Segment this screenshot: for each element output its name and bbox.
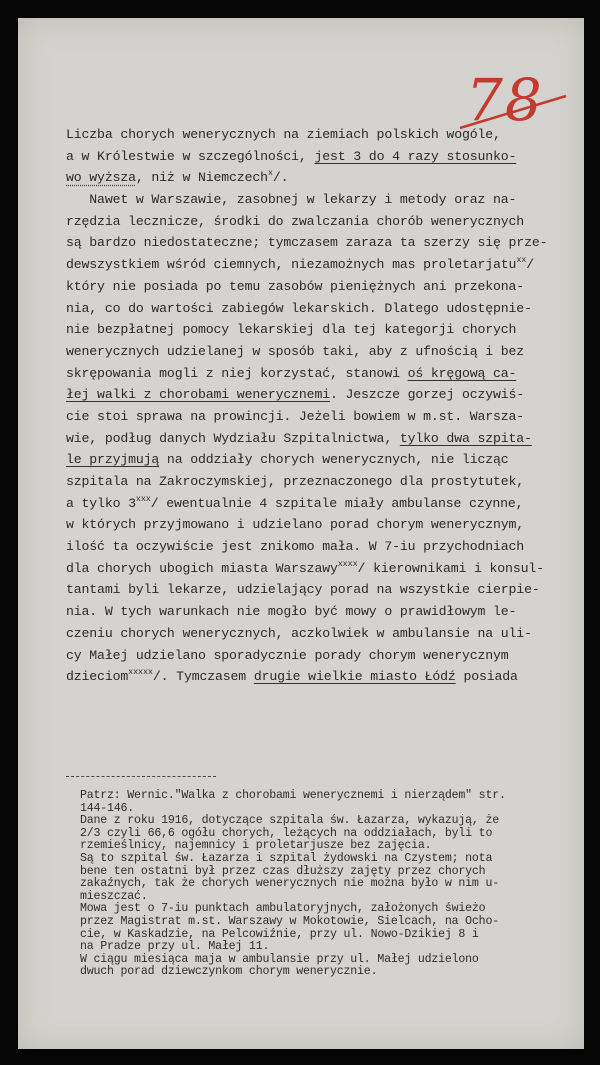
text-line bbox=[66, 623, 588, 645]
text-segment: Liczba chorych wenerycznych na ziemiach polskich wogóle, bbox=[66, 127, 501, 142]
folio-number-text: 78 bbox=[466, 66, 544, 134]
text-segment: nia. W tych warunkach nie mogło być mowy o prawidłowym le- bbox=[66, 604, 517, 620]
footnote-line: cie, w Kaskadzie, na Pelcowiźnie, przy ul. Nowo-Dzikiej 8 i bbox=[80, 927, 479, 941]
footnote-line: Patrz: Wernic."Walka z chorobami wenerycznemi i nierządem" str. bbox=[80, 789, 506, 802]
text-segment: na oddziały chorych wenerycznych, nie licząc bbox=[159, 452, 509, 468]
text-segment: wie, podług danych Wydziału Szpitalnictwa, bbox=[66, 430, 400, 446]
text-segment: nie bezpłatnej pomocy lekarskiej dla tej kategorji chorych bbox=[66, 322, 517, 338]
text-segment: wenerycznych udzielanej w sposób taki, aby z ufnością i bez bbox=[66, 343, 525, 359]
footnote bbox=[80, 815, 590, 853]
footnote-line: 144-146. bbox=[80, 801, 135, 815]
footnote-line: przez Magistrat m.st. Warszawy w Mokotowie, Sielcach, na Ocho- bbox=[80, 914, 499, 928]
text-line bbox=[66, 645, 588, 667]
text-line bbox=[66, 167, 588, 189]
underlined-text: oś kręgową ca- bbox=[407, 365, 517, 381]
text-segment: / bbox=[526, 257, 534, 273]
text-line bbox=[66, 579, 588, 601]
text-segment: nia, co do wartości zabiegów lekarskich. Dlatego udostępnie- bbox=[66, 300, 532, 316]
footnote-line: na Pradze przy ul. Małej 11. bbox=[80, 940, 270, 954]
footnote bbox=[80, 954, 590, 979]
text-line bbox=[66, 363, 588, 385]
text-segment: dewszystkiem wśród ciemnych, niezamożnych mas proletarjatu bbox=[66, 257, 517, 273]
text-segment: rzędzia lecznicze, środki do zwalczania chorób wenerycznych bbox=[66, 213, 525, 229]
text-line bbox=[66, 211, 588, 233]
text-line bbox=[66, 276, 588, 298]
footnote bbox=[80, 853, 590, 903]
footnote-marker: xxx bbox=[135, 493, 151, 504]
text-segment: cy Małej udzielano sporadycznie porady chorym wenerycznym bbox=[66, 647, 509, 663]
footnote-line: rzemieślnicy, najemnicy i proletarjusze bez zajęcia. bbox=[80, 839, 432, 853]
footnote-line: 2/3 czyli 66,6 ogółu chorych, leżących na oddziałach, byli to bbox=[80, 826, 493, 840]
text-line bbox=[66, 254, 588, 276]
text-segment: ilość ta oczywiście jest znikomo mała. W 7-iu przychodniach bbox=[66, 539, 525, 555]
text-segment: dla chorych ubogich miasta Warszawy bbox=[66, 560, 338, 576]
footnote bbox=[80, 790, 590, 815]
text-segment: , niż w Niemczech bbox=[135, 170, 268, 186]
underlined-text: drugie wielkie miasto Łódź bbox=[253, 669, 456, 685]
text-segment: /. bbox=[272, 170, 289, 186]
footnote-marker: x bbox=[267, 168, 273, 179]
text-segment: /. Tymczasem bbox=[152, 669, 254, 685]
text-line bbox=[66, 341, 588, 363]
text-line bbox=[66, 146, 588, 168]
underlined-text: jest 3 do 4 razy stosunko- bbox=[314, 148, 517, 164]
text-segment: są bardzo niedostateczne; tymczasem zaraza ta szerzy się prze- bbox=[66, 235, 548, 251]
text-line bbox=[66, 493, 588, 515]
underlined-text: łej walki z chorobami wenerycznemi bbox=[66, 387, 330, 403]
footnote-line: Mowa jest o 7-iu punktach ambulatoryjnych, założonych świeżo bbox=[80, 902, 486, 916]
footnotes bbox=[80, 790, 590, 979]
footnote-line: mieszczać. bbox=[80, 889, 148, 903]
footnote-line: bene ten ostatni był przez czas dłuższy zajęty przez chorych bbox=[80, 864, 486, 878]
text-segment: czeniu chorych wenerycznych, aczkolwiek w ambulansie na uli- bbox=[66, 625, 532, 641]
text-segment: tantami byli lekarze, udzielający porad na wszystkie cierpie- bbox=[66, 582, 540, 598]
text-line bbox=[66, 298, 588, 320]
text-segment: dzieciom bbox=[66, 669, 129, 685]
underlined-text: le przyjmują bbox=[66, 452, 160, 468]
text-line bbox=[66, 601, 588, 623]
underlined-text: tylko dwa szpita- bbox=[399, 430, 532, 446]
text-segment: cie stoi sprawa na prowincji. Jeżeli bowiem w m.st. Warsza- bbox=[66, 408, 525, 424]
text-segment: w których przyjmowano i udzielano porad chorym wenerycznym, bbox=[66, 517, 525, 533]
footnote-separator bbox=[66, 776, 216, 777]
text-segment: Nawet w Warszawie, zasobnej w lekarzy i metody oraz na- bbox=[66, 192, 517, 208]
footnote-line: dwuch porad dziewczynkom chorym wenerycznie. bbox=[80, 965, 378, 979]
text-line bbox=[66, 666, 588, 688]
footnote bbox=[80, 903, 590, 953]
footnote-marker: xxxx bbox=[337, 558, 358, 569]
underlined-text: wo wyższa bbox=[66, 170, 136, 186]
text-line bbox=[66, 428, 588, 450]
footnote-marker: xxxxx bbox=[128, 667, 153, 678]
footnote-line: zakaźnych, tak że chorych wenerycznych nie można było w nim u- bbox=[80, 877, 499, 891]
text-segment: / kierownikami i konsul- bbox=[357, 560, 544, 576]
footnote-line: Są to szpital św. Łazarza i szpital żydowski na Czystem; nota bbox=[80, 851, 493, 865]
text-line bbox=[66, 536, 588, 558]
text-segment: a w Królestwie w szczególności, bbox=[66, 148, 315, 164]
text-segment: / ewentualnie 4 szpitale miały ambulanse czynne, bbox=[150, 495, 524, 511]
text-segment: który nie posiada po temu zasobów pieniężnych ani przekona- bbox=[66, 278, 525, 294]
text-line bbox=[66, 319, 588, 341]
text-segment: a tylko 3 bbox=[66, 495, 136, 511]
body-text bbox=[66, 124, 588, 688]
document-page bbox=[18, 18, 584, 1049]
text-segment: skrępowania mogli z niej korzystać, stanowi bbox=[66, 365, 408, 381]
text-line bbox=[66, 471, 588, 493]
text-line bbox=[66, 189, 588, 211]
footnote-line: W ciągu miesiąca maja w ambulansie przy ul. Małej udzielono bbox=[80, 952, 479, 966]
footnote-marker: xx bbox=[516, 255, 527, 266]
text-segment: szpitala na Zakroczymskiej, przeznaczonego dla prostytutek, bbox=[66, 474, 525, 489]
text-line bbox=[66, 384, 588, 406]
text-line bbox=[66, 406, 588, 428]
text-line bbox=[66, 558, 588, 580]
footnote-line: Dane z roku 1916, dotyczące szpitala św. Łazarza, wykazują, że bbox=[80, 814, 499, 828]
text-segment: . Jeszcze gorzej oczywiś- bbox=[329, 387, 525, 403]
text-line bbox=[66, 449, 588, 471]
text-line bbox=[66, 232, 588, 254]
text-line bbox=[66, 124, 588, 146]
text-line bbox=[66, 514, 588, 536]
text-segment: posiada bbox=[455, 669, 518, 685]
